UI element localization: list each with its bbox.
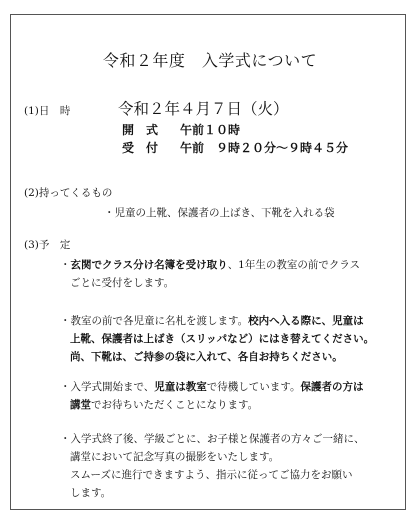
reception-label: 受 付: [122, 141, 159, 155]
text: で待機しています。: [206, 381, 301, 393]
section-1-label: (1)日 時: [24, 105, 71, 117]
schedule-item-photo: [60, 430, 400, 502]
text: 、1年生の教室の前でクラス: [227, 259, 361, 271]
text-line: します。: [70, 487, 112, 499]
text-line: ごとに受付をします。: [70, 277, 175, 289]
opening-label: 開 式: [122, 123, 159, 137]
bold-line: 尚、下靴は、ご持参の袋に入れて、各自お持ちください。: [70, 351, 343, 363]
section-2-label: (2)持ってくるもの: [24, 187, 113, 199]
ceremony-date: 令和２年４月７日（火）: [118, 100, 289, 118]
text-line: スムーズに進行できますよう、指示に従ってご協力をお願い: [70, 469, 353, 481]
bullet: ・: [60, 433, 71, 445]
text: 入学式終了後、学級ごとに、お子様と保護者の方々ご一緒に、: [70, 433, 365, 445]
bold-line: 上靴、保護者は上ばき（スリッパなど）にはき替えてください。: [70, 333, 375, 345]
bullet: ・: [60, 315, 71, 327]
section-3-label: (3)予 定: [24, 239, 71, 251]
text-line: 講堂において記念写真の撮影をいたします。: [70, 451, 280, 463]
bullet: ・: [60, 259, 71, 271]
reception-time: 午前 ９時２０分～９時４５分: [180, 141, 349, 155]
bold-text: 講堂: [70, 399, 91, 411]
bold-text: 児童は教室: [154, 381, 207, 393]
schedule-item-waiting: [60, 378, 400, 414]
document-title: 令和２年度 入学式について: [102, 51, 318, 70]
text: 教室の前で各児童に名札を渡します。: [70, 315, 249, 327]
bold-text: 玄関でクラス分け名簿を受け取り: [70, 259, 228, 271]
schedule-item-nametag: [60, 312, 400, 366]
bold-text: 保護者の方は: [300, 381, 364, 393]
opening-time: 午前１０時: [180, 123, 241, 137]
bullet: ・: [60, 381, 71, 393]
text: 入学式開始まで、: [70, 381, 155, 393]
text: でお待ちいただくことになります。: [91, 399, 259, 411]
bold-text: 校内へ入る際に、児童は: [248, 315, 364, 327]
schedule-item-reception: [60, 256, 400, 292]
items-to-bring: ・児童の上靴、保護者の上ばき、下靴を入れる袋: [104, 207, 335, 219]
